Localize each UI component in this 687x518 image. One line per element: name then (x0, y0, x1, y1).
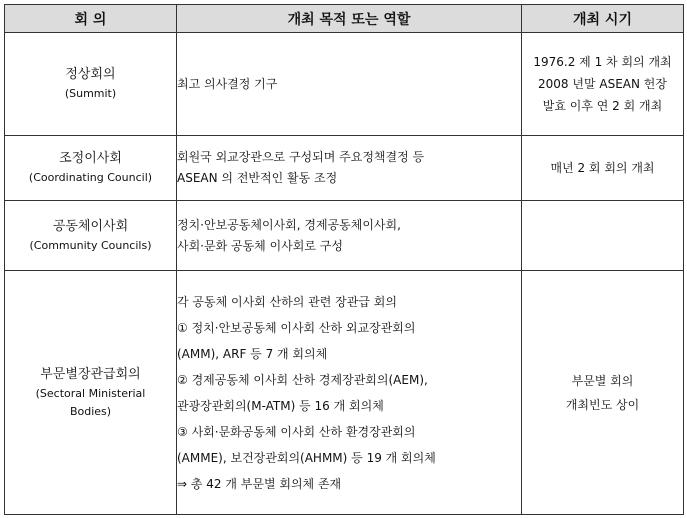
meeting-name: 부문별장관급회의 (40, 366, 141, 382)
asean-meetings-table (4, 4, 684, 515)
header-timing: 개최 시기 (522, 5, 684, 33)
row-coordinating-council (5, 136, 684, 201)
meeting-english-name: (Community Councils) (29, 238, 152, 252)
role-cell (177, 201, 522, 271)
row-community-councils (5, 201, 684, 271)
timing-cell (522, 271, 684, 515)
meeting-english-name: (Sectoral Ministerial (35, 386, 146, 400)
role-line: 회원국 외교장관으로 구성되며 주요정책결정 등 (177, 150, 425, 164)
meeting-cell (5, 136, 177, 201)
role-line: ③ 사회·문화공동체 이사회 산하 환경장관회의 (177, 424, 416, 439)
meeting-name: 공동체이사회 (52, 218, 129, 234)
timing-line: 2008 년말 ASEAN 헌장 (538, 77, 667, 91)
role-line: (AMME), 보건장관회의(AHMM) 등 19 개 회의체 (177, 450, 436, 465)
role-line: 최고 의사결정 기구 (177, 76, 278, 91)
meeting-cell (5, 271, 177, 515)
role-line: ① 정치·안보공동체 이사회 산하 외교장관회의 (177, 320, 416, 335)
timing-line: 1976.2 제 1 차 회의 개최 (533, 55, 672, 69)
meeting-english-name: (Coordinating Council) (28, 171, 153, 184)
role-line: (AMM), ARF 등 7 개 회의체 (177, 346, 328, 361)
header-row (5, 5, 684, 33)
role-line: 사회·문화 공동체 이사회로 구성 (177, 238, 343, 253)
row-summit (5, 33, 684, 136)
role-line: 관광장관회의(M-ATM) 등 16 개 회의체 (177, 398, 384, 413)
role-line: ⇒ 총 42 개 부문별 회의체 존재 (177, 476, 342, 491)
meeting-english-name: Bodies) (69, 404, 112, 418)
role-line: ASEAN 의 전반적인 활동 조정 (177, 171, 338, 185)
header-role: 개최 목적 또는 역할 (177, 5, 522, 33)
role-cell (177, 33, 522, 136)
timing-line: 부문별 회의 (571, 373, 634, 388)
timing-line: 개최빈도 상이 (565, 397, 640, 412)
role-cell (177, 136, 522, 201)
timing-cell (522, 136, 684, 201)
meeting-name: 정상회의 (65, 67, 116, 82)
role-cell (177, 271, 522, 515)
role-line: 각 공동체 이사회 산하의 관련 장관급 회의 (177, 294, 397, 309)
timing-line: 발효 이후 연 2 회 개최 (542, 99, 663, 113)
header-meeting: 회 의 (5, 5, 177, 33)
role-line: 정치·안보공동체이사회, 경제공동체이사회, (177, 217, 401, 232)
timing-line: 매년 2 회 회의 개최 (550, 161, 655, 175)
meeting-english-name: (Summit) (64, 87, 117, 100)
timing-cell (522, 33, 684, 136)
meeting-name: 조정이사회 (59, 151, 122, 166)
timing-cell-empty (522, 201, 684, 271)
row-sectoral-ministerial (5, 271, 684, 515)
meeting-cell (5, 201, 177, 271)
role-line: ② 경제공동체 이사회 산하 경제장관회의(AEM), (177, 372, 428, 387)
meeting-cell (5, 33, 177, 136)
